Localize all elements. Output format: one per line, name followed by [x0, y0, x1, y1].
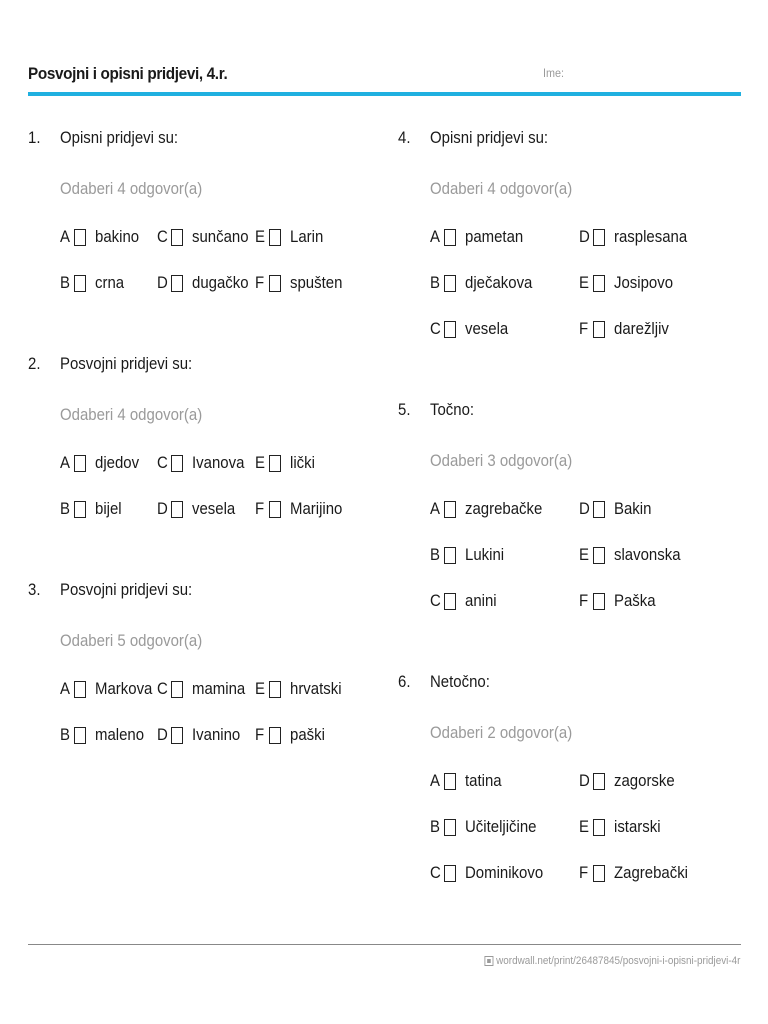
- checkbox[interactable]: [74, 455, 86, 472]
- question-number: 3.: [28, 580, 41, 599]
- option-label: tatina: [465, 771, 502, 790]
- option-label: Marijino: [290, 499, 343, 518]
- option-letter: C: [157, 679, 168, 698]
- option-label: zagrebačke: [465, 499, 543, 518]
- question-text: Netočno:: [430, 672, 490, 691]
- checkbox[interactable]: [444, 229, 456, 246]
- checkbox[interactable]: [593, 593, 605, 610]
- checkbox[interactable]: [593, 773, 605, 790]
- page-title: Posvojni i opisni pridjevi, 4.r.: [28, 64, 228, 83]
- checkbox[interactable]: [444, 321, 456, 338]
- option-letter: E: [255, 453, 265, 472]
- option-letter: A: [430, 227, 440, 246]
- question-text: Posvojni pridjevi su:: [60, 354, 193, 373]
- option-letter: E: [579, 545, 589, 564]
- option-label: Josipovo: [614, 273, 674, 292]
- checkbox[interactable]: [593, 501, 605, 518]
- option-label: dugačko: [192, 273, 249, 292]
- option-label: spušten: [290, 273, 343, 292]
- option-label: Ivanova: [192, 453, 245, 472]
- footer-divider: [28, 944, 741, 945]
- checkbox[interactable]: [444, 865, 456, 882]
- question-hint: Odaberi 4 odgovor(a): [60, 179, 203, 198]
- footer-url[interactable]: wordwall.net/print/26487845/posvojni-i-opisni-pridjevi-4r: [495, 955, 740, 967]
- option-label: Zagrebački: [614, 863, 689, 882]
- question-text: Točno:: [430, 400, 475, 419]
- option-label: mamina: [192, 679, 246, 698]
- option-label: bijel: [95, 499, 122, 518]
- checkbox[interactable]: [593, 865, 605, 882]
- wordwall-logo-icon: [484, 956, 493, 966]
- checkbox[interactable]: [593, 547, 605, 564]
- checkbox[interactable]: [171, 229, 183, 246]
- question-number: 5.: [398, 400, 411, 419]
- option-label: slavonska: [614, 545, 681, 564]
- option-label: paški: [290, 725, 325, 744]
- checkbox[interactable]: [74, 501, 86, 518]
- option-letter: C: [157, 453, 168, 472]
- option-letter: B: [60, 499, 70, 518]
- option-letter: A: [430, 771, 440, 790]
- option-label: Bakin: [614, 499, 652, 518]
- option-letter: C: [430, 591, 441, 610]
- option-letter: E: [579, 273, 589, 292]
- footer: [484, 955, 740, 967]
- option-label: rasplesana: [614, 227, 688, 246]
- checkbox[interactable]: [171, 455, 183, 472]
- question-hint: Odaberi 5 odgovor(a): [60, 631, 203, 650]
- option-label: anini: [465, 591, 497, 610]
- question-text: Posvojni pridjevi su:: [60, 580, 193, 599]
- option-label: pametan: [465, 227, 524, 246]
- option-letter: A: [60, 679, 70, 698]
- checkbox[interactable]: [269, 727, 281, 744]
- option-label: Dominikovo: [465, 863, 544, 882]
- checkbox[interactable]: [593, 229, 605, 246]
- checkbox[interactable]: [444, 547, 456, 564]
- option-letter: F: [255, 725, 265, 744]
- question-number: 2.: [28, 354, 41, 373]
- checkbox[interactable]: [269, 455, 281, 472]
- checkbox[interactable]: [74, 229, 86, 246]
- option-label: istarski: [614, 817, 661, 836]
- option-letter: B: [60, 273, 70, 292]
- option-letter: C: [430, 319, 441, 338]
- option-letter: F: [579, 863, 589, 882]
- checkbox[interactable]: [444, 773, 456, 790]
- option-letter: B: [430, 817, 440, 836]
- question-hint: Odaberi 2 odgovor(a): [430, 723, 573, 742]
- checkbox[interactable]: [269, 229, 281, 246]
- option-label: Učiteljičine: [465, 817, 537, 836]
- checkbox[interactable]: [269, 501, 281, 518]
- option-label: djedov: [95, 453, 140, 472]
- checkbox[interactable]: [444, 593, 456, 610]
- option-label: Paška: [614, 591, 656, 610]
- checkbox[interactable]: [74, 727, 86, 744]
- header-divider: [28, 92, 741, 96]
- option-letter: D: [157, 273, 168, 292]
- option-letter: F: [579, 319, 589, 338]
- checkbox[interactable]: [171, 501, 183, 518]
- option-letter: E: [255, 227, 265, 246]
- option-label: lički: [290, 453, 315, 472]
- option-label: vesela: [192, 499, 236, 518]
- option-label: vesela: [465, 319, 509, 338]
- checkbox[interactable]: [444, 819, 456, 836]
- checkbox[interactable]: [593, 819, 605, 836]
- option-label: sunčano: [192, 227, 249, 246]
- checkbox[interactable]: [171, 275, 183, 292]
- name-field-label: Ime:: [543, 66, 565, 80]
- option-letter: F: [579, 591, 589, 610]
- option-letter: A: [60, 453, 70, 472]
- option-label: Ivanino: [192, 725, 241, 744]
- question-text: Opisni pridjevi su:: [430, 128, 549, 147]
- option-letter: A: [430, 499, 440, 518]
- question-hint: Odaberi 4 odgovor(a): [60, 405, 203, 424]
- checkbox[interactable]: [269, 275, 281, 292]
- option-letter: B: [430, 545, 440, 564]
- question-text: Opisni pridjevi su:: [60, 128, 179, 147]
- option-letter: E: [255, 679, 265, 698]
- checkbox[interactable]: [171, 681, 183, 698]
- checkbox[interactable]: [74, 681, 86, 698]
- option-letter: F: [255, 499, 265, 518]
- option-letter: D: [579, 227, 590, 246]
- checkbox[interactable]: [444, 501, 456, 518]
- question-number: 1.: [28, 128, 41, 147]
- checkbox[interactable]: [593, 321, 605, 338]
- option-label: Larin: [290, 227, 324, 246]
- option-label: hrvatski: [290, 679, 342, 698]
- option-letter: C: [157, 227, 168, 246]
- page-header: [28, 60, 741, 94]
- option-letter: F: [255, 273, 265, 292]
- option-label: Lukini: [465, 545, 505, 564]
- checkbox[interactable]: [444, 275, 456, 292]
- option-label: Markova: [95, 679, 153, 698]
- question-hint: Odaberi 4 odgovor(a): [430, 179, 573, 198]
- option-label: dječakova: [465, 273, 533, 292]
- option-label: zagorske: [614, 771, 675, 790]
- option-label: crna: [95, 273, 125, 292]
- option-letter: B: [430, 273, 440, 292]
- option-letter: A: [60, 227, 70, 246]
- option-letter: D: [157, 725, 168, 744]
- option-letter: D: [579, 771, 590, 790]
- question-number: 6.: [398, 672, 411, 691]
- question-hint: Odaberi 3 odgovor(a): [430, 451, 573, 470]
- option-label: darežljiv: [614, 319, 669, 338]
- option-letter: D: [157, 499, 168, 518]
- checkbox[interactable]: [74, 275, 86, 292]
- checkbox[interactable]: [171, 727, 183, 744]
- question-number: 4.: [398, 128, 411, 147]
- option-letter: B: [60, 725, 70, 744]
- option-label: maleno: [95, 725, 145, 744]
- option-letter: D: [579, 499, 590, 518]
- option-letter: C: [430, 863, 441, 882]
- option-label: bakino: [95, 227, 140, 246]
- option-letter: E: [579, 817, 589, 836]
- checkbox[interactable]: [593, 275, 605, 292]
- checkbox[interactable]: [269, 681, 281, 698]
